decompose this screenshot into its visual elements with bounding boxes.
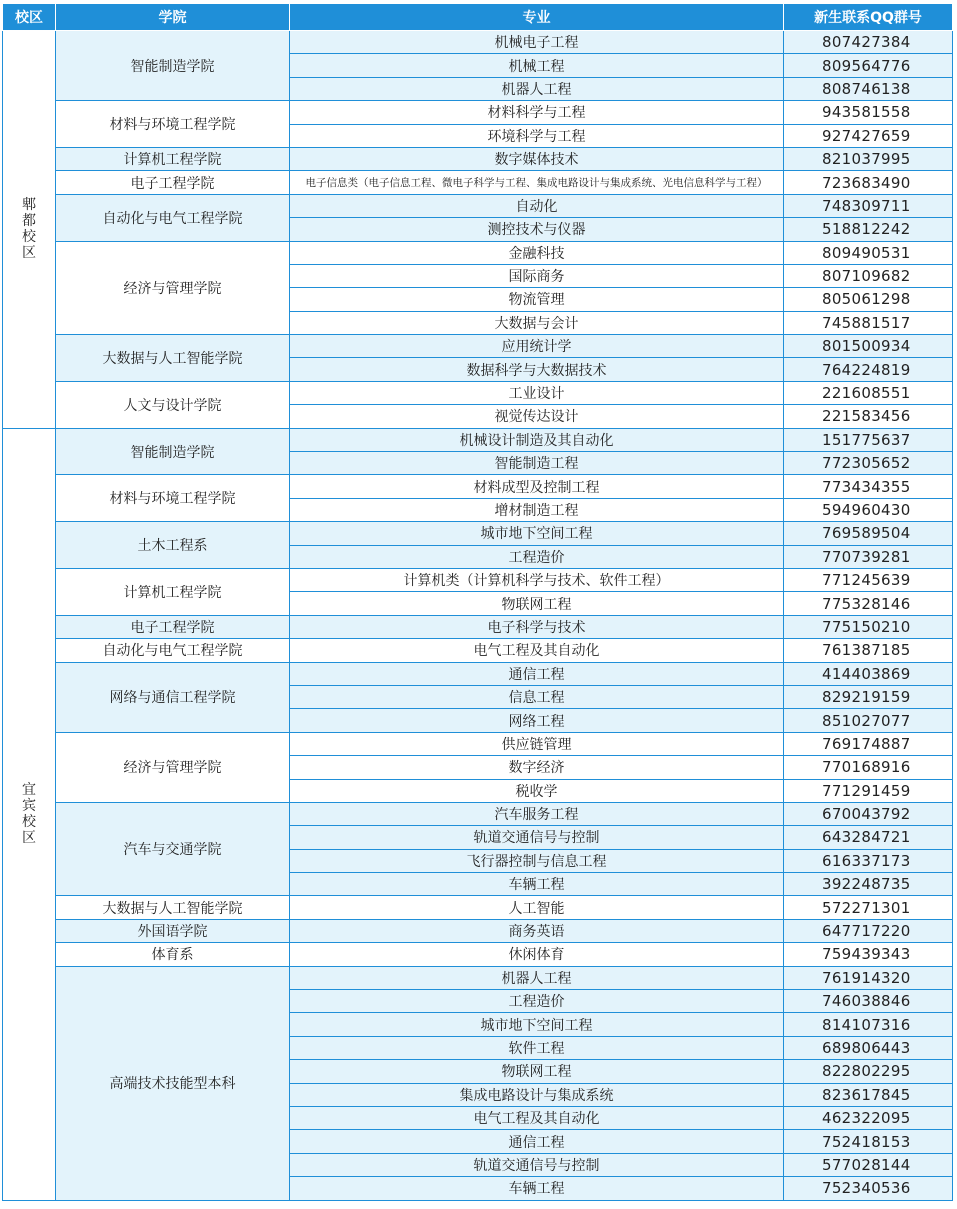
major-cell: 测控技术与仪器 <box>290 218 784 241</box>
qq-group-number: 771291459 <box>784 779 953 802</box>
major-cell: 城市地下空间工程 <box>290 522 784 545</box>
qq-group-number: 221608551 <box>784 381 953 404</box>
major-cell: 物流管理 <box>290 288 784 311</box>
major-cell: 软件工程 <box>290 1036 784 1059</box>
qq-group-number: 689806443 <box>784 1036 953 1059</box>
qq-group-number: 807427384 <box>784 31 953 54</box>
major-cell: 电子科学与技术 <box>290 615 784 638</box>
major-cell: 国际商务 <box>290 264 784 287</box>
major-cell: 汽车服务工程 <box>290 802 784 825</box>
qq-group-number: 577028144 <box>784 1153 953 1176</box>
major-cell: 环境科学与工程 <box>290 124 784 147</box>
major-cell: 通信工程 <box>290 662 784 685</box>
qq-group-number: 752418153 <box>784 1130 953 1153</box>
table-row <box>3 31 953 54</box>
qq-group-number: 829219159 <box>784 685 953 708</box>
major-cell: 数字媒体技术 <box>290 147 784 170</box>
major-cell: 数字经济 <box>290 756 784 779</box>
major-cell: 轨道交通信号与控制 <box>290 1153 784 1176</box>
major-cell: 工业设计 <box>290 381 784 404</box>
college-cell: 经济与管理学院 <box>56 241 290 335</box>
major-cell: 通信工程 <box>290 1130 784 1153</box>
major-cell: 税收学 <box>290 779 784 802</box>
major-cell: 机械电子工程 <box>290 31 784 54</box>
table-row <box>3 428 953 451</box>
college-cell: 外国语学院 <box>56 919 290 942</box>
table-row <box>3 639 953 662</box>
college-cell: 电子工程学院 <box>56 171 290 194</box>
qq-group-number: 572271301 <box>784 896 953 919</box>
qq-group-number: 809490531 <box>784 241 953 264</box>
table-row <box>3 335 953 358</box>
qq-group-number: 775150210 <box>784 615 953 638</box>
qq-group-number: 748309711 <box>784 194 953 217</box>
major-cell: 供应链管理 <box>290 732 784 755</box>
qq-group-number: 761914320 <box>784 966 953 989</box>
major-cell: 轨道交通信号与控制 <box>290 826 784 849</box>
college-cell: 智能制造学院 <box>56 31 290 101</box>
major-cell: 数据科学与大数据技术 <box>290 358 784 381</box>
table-row <box>3 241 953 264</box>
college-cell: 智能制造学院 <box>56 428 290 475</box>
qq-group-number: 647717220 <box>784 919 953 942</box>
qq-group-number: 392248735 <box>784 873 953 896</box>
table-row <box>3 475 953 498</box>
qq-group-number: 414403869 <box>784 662 953 685</box>
major-cell: 机器人工程 <box>290 77 784 100</box>
campus-name: 宜宾校区 <box>22 782 36 847</box>
header-college: 学院 <box>56 4 290 31</box>
qq-group-number: 518812242 <box>784 218 953 241</box>
qq-group-number: 807109682 <box>784 264 953 287</box>
qq-group-number: 805061298 <box>784 288 953 311</box>
major-cell: 金融科技 <box>290 241 784 264</box>
qq-group-number: 770739281 <box>784 545 953 568</box>
table-row <box>3 171 953 194</box>
college-cell: 材料与环境工程学院 <box>56 475 290 522</box>
major-cell: 电气工程及其自动化 <box>290 639 784 662</box>
qq-group-number: 771245639 <box>784 568 953 591</box>
college-cell: 大数据与人工智能学院 <box>56 335 290 382</box>
qq-group-number: 594960430 <box>784 498 953 521</box>
qq-group-number: 745881517 <box>784 311 953 334</box>
qq-group-number: 769174887 <box>784 732 953 755</box>
college-cell: 高端技术技能型本科 <box>56 966 290 1200</box>
table-row <box>3 802 953 825</box>
table-row <box>3 522 953 545</box>
major-cell: 商务英语 <box>290 919 784 942</box>
major-cell: 视觉传达设计 <box>290 405 784 428</box>
table-row <box>3 662 953 685</box>
header-major: 专业 <box>290 4 784 31</box>
table-row <box>3 615 953 638</box>
major-cell: 计算机类（计算机科学与技术、软件工程） <box>290 568 784 591</box>
college-cell: 电子工程学院 <box>56 615 290 638</box>
qq-group-number: 670043792 <box>784 802 953 825</box>
major-cell: 飞行器控制与信息工程 <box>290 849 784 872</box>
qq-group-number: 643284721 <box>784 826 953 849</box>
major-cell: 物联网工程 <box>290 592 784 615</box>
major-cell: 车辆工程 <box>290 873 784 896</box>
major-cell: 机器人工程 <box>290 966 784 989</box>
table-row <box>3 101 953 124</box>
header-campus: 校区 <box>3 4 56 31</box>
college-cell: 汽车与交通学院 <box>56 802 290 896</box>
qq-group-number: 808746138 <box>784 77 953 100</box>
qq-group-number: 723683490 <box>784 171 953 194</box>
major-cell: 机械设计制造及其自动化 <box>290 428 784 451</box>
qq-group-number: 851027077 <box>784 709 953 732</box>
campus-cell <box>3 428 56 1200</box>
major-cell: 车辆工程 <box>290 1177 784 1200</box>
table-row <box>3 732 953 755</box>
college-cell: 材料与环境工程学院 <box>56 101 290 148</box>
table-row <box>3 194 953 217</box>
major-cell: 物联网工程 <box>290 1060 784 1083</box>
qq-group-number: 822802295 <box>784 1060 953 1083</box>
qq-group-number: 943581558 <box>784 101 953 124</box>
qq-group-number: 801500934 <box>784 335 953 358</box>
major-cell: 材料科学与工程 <box>290 101 784 124</box>
college-cell: 体育系 <box>56 943 290 966</box>
major-cell: 应用统计学 <box>290 335 784 358</box>
qq-group-number: 221583456 <box>784 405 953 428</box>
qq-group-number: 616337173 <box>784 849 953 872</box>
qq-group-number: 773434355 <box>784 475 953 498</box>
college-cell: 计算机工程学院 <box>56 568 290 615</box>
header-row <box>3 4 953 31</box>
college-cell: 自动化与电气工程学院 <box>56 639 290 662</box>
major-cell: 网络工程 <box>290 709 784 732</box>
qq-group-number: 814107316 <box>784 1013 953 1036</box>
table-row <box>3 568 953 591</box>
campus-name: 郫都校区 <box>22 197 36 262</box>
qq-group-number: 823617845 <box>784 1083 953 1106</box>
qq-group-number: 927427659 <box>784 124 953 147</box>
major-cell: 工程造价 <box>290 545 784 568</box>
major-cell: 城市地下空间工程 <box>290 1013 784 1036</box>
table-body <box>3 31 953 1201</box>
qq-group-number: 752340536 <box>784 1177 953 1200</box>
major-cell: 休闲体育 <box>290 943 784 966</box>
table-row <box>3 943 953 966</box>
qq-group-number: 775328146 <box>784 592 953 615</box>
college-cell: 自动化与电气工程学院 <box>56 194 290 241</box>
qq-group-number: 772305652 <box>784 452 953 475</box>
major-cell: 集成电路设计与集成系统 <box>290 1083 784 1106</box>
qq-group-number: 151775637 <box>784 428 953 451</box>
qq-group-number: 809564776 <box>784 54 953 77</box>
college-cell: 计算机工程学院 <box>56 147 290 170</box>
major-cell: 工程造价 <box>290 990 784 1013</box>
table-row <box>3 381 953 404</box>
qq-group-table-container <box>2 3 952 1201</box>
qq-group-number: 764224819 <box>784 358 953 381</box>
qq-group-number: 769589504 <box>784 522 953 545</box>
college-cell: 经济与管理学院 <box>56 732 290 802</box>
major-cell: 智能制造工程 <box>290 452 784 475</box>
qq-group-number: 821037995 <box>784 147 953 170</box>
qq-group-number: 761387185 <box>784 639 953 662</box>
table-row <box>3 896 953 919</box>
qq-group-number: 462322095 <box>784 1106 953 1129</box>
qq-group-number: 746038846 <box>784 990 953 1013</box>
college-cell: 人文与设计学院 <box>56 381 290 428</box>
table-row <box>3 966 953 989</box>
qq-group-number: 759439343 <box>784 943 953 966</box>
major-cell: 增材制造工程 <box>290 498 784 521</box>
major-cell: 机械工程 <box>290 54 784 77</box>
major-cell: 人工智能 <box>290 896 784 919</box>
major-cell: 自动化 <box>290 194 784 217</box>
major-cell: 电气工程及其自动化 <box>290 1106 784 1129</box>
major-cell: 材料成型及控制工程 <box>290 475 784 498</box>
qq-group-table <box>2 3 953 1201</box>
header-qq-group: 新生联系QQ群号 <box>784 4 953 31</box>
table-row <box>3 147 953 170</box>
major-cell: 信息工程 <box>290 685 784 708</box>
table-row <box>3 919 953 942</box>
college-cell: 网络与通信工程学院 <box>56 662 290 732</box>
campus-cell <box>3 31 56 429</box>
college-cell: 土木工程系 <box>56 522 290 569</box>
major-cell: 电子信息类（电子信息工程、微电子科学与工程、集成电路设计与集成系统、光电信息科学与工程） <box>290 171 784 194</box>
major-cell: 大数据与会计 <box>290 311 784 334</box>
college-cell: 大数据与人工智能学院 <box>56 896 290 919</box>
qq-group-number: 770168916 <box>784 756 953 779</box>
